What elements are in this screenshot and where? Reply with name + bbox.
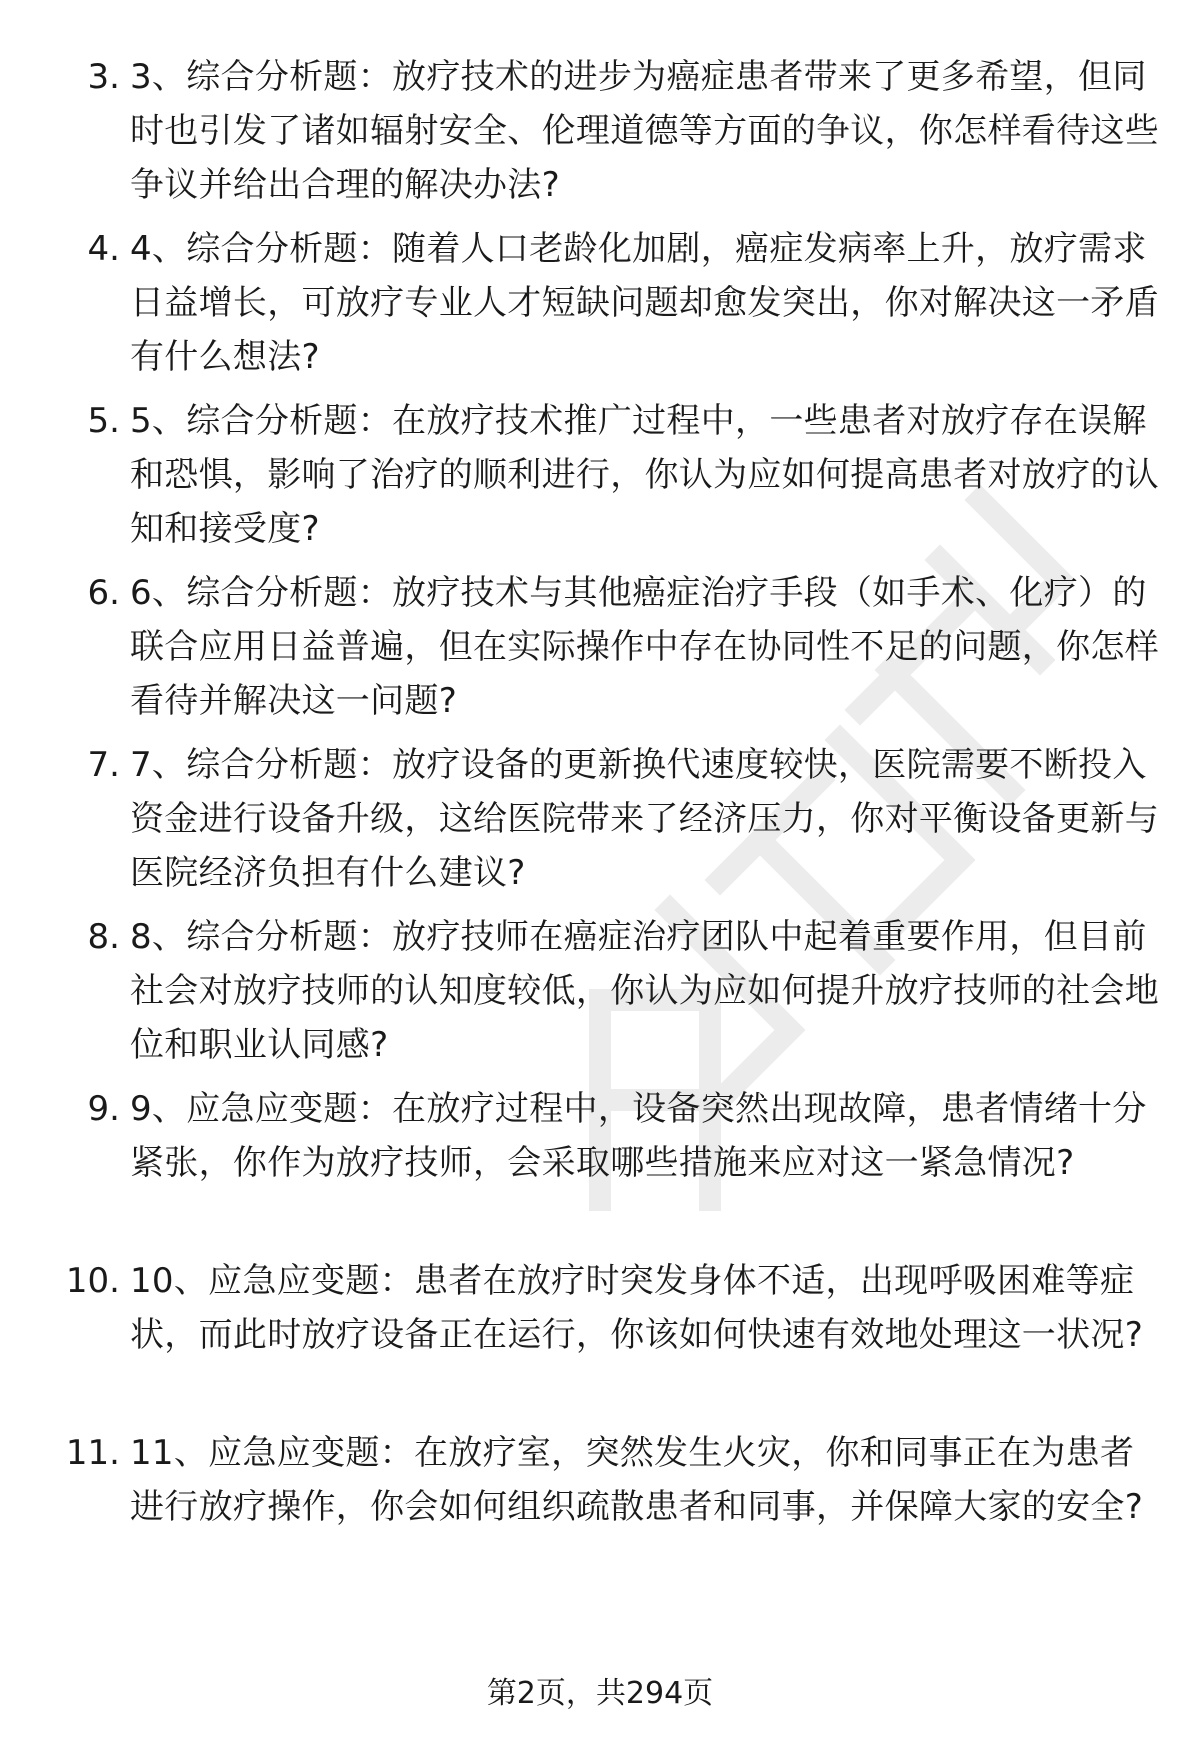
question-number: 10. (65, 1261, 120, 1301)
question-item (0, 910, 1200, 1082)
question-number: 8. (87, 917, 120, 957)
question-text: 11、应急应变题：在放疗室，突然发生火灾，你和同事正在为患者进行放疗操作，你会如何组织疏散患者和同事，并保障大家的安全? (130, 1433, 1144, 1527)
question-number: 11. (65, 1433, 120, 1473)
question-item (0, 394, 1200, 566)
question-text: 5、综合分析题：在放疗技术推广过程中，一些患者对放疗存在误解和恐惧，影响了治疗的顺利进行，你认为应如何提高患者对放疗的认知和接受度? (130, 401, 1159, 549)
question-number: 5. (87, 401, 120, 441)
question-item (0, 1254, 1200, 1426)
question-text: 10、应急应变题：患者在放疗时突发身体不适，出现呼吸困难等症状，而此时放疗设备正在运行，你该如何快速有效地处理这一状况? (130, 1261, 1144, 1355)
question-number: 3. (87, 57, 120, 97)
question-item (0, 1426, 1200, 1598)
question-item (0, 222, 1200, 394)
page-indicator: 第2页，共294页 (486, 1676, 714, 1711)
question-text: 3、综合分析题：放疗技术的进步为癌症患者带来了更多希望，但同时也引发了诸如辐射安全、伦理道德等方面的争议，你怎样看待这些争议并给出合理的解决办法? (130, 57, 1159, 205)
question-number: 6. (87, 573, 120, 613)
question-list (0, 50, 1200, 1598)
question-item (0, 1082, 1200, 1254)
question-item (0, 566, 1200, 738)
question-item (0, 50, 1200, 222)
question-text: 8、综合分析题：放疗技师在癌症治疗团队中起着重要作用，但目前社会对放疗技师的认知度较低，你认为应如何提升放疗技师的社会地位和职业认同感? (130, 917, 1159, 1065)
question-text: 6、综合分析题：放疗技术与其他癌症治疗手段（如手术、化疗）的联合应用日益普遍，但在实际操作中存在协同性不足的问题，你怎样看待并解决这一问题? (130, 573, 1159, 721)
question-text: 7、综合分析题：放疗设备的更新换代速度较快，医院需要不断投入资金进行设备升级，这给医院带来了经济压力，你对平衡设备更新与医院经济负担有什么建议? (130, 745, 1159, 893)
question-text: 9、应急应变题：在放疗过程中，设备突然出现故障，患者情绪十分紧张，你作为放疗技师，会采取哪些措施来应对这一紧急情况? (130, 1089, 1147, 1183)
question-number: 9. (87, 1089, 120, 1129)
question-text: 4、综合分析题：随着人口老龄化加剧，癌症发病率上升，放疗需求日益增长，可放疗专业人才短缺问题却愈发突出，你对解决这一矛盾有什么想法? (130, 229, 1159, 377)
question-item (0, 738, 1200, 910)
question-number: 4. (87, 229, 120, 269)
question-number: 7. (87, 745, 120, 785)
